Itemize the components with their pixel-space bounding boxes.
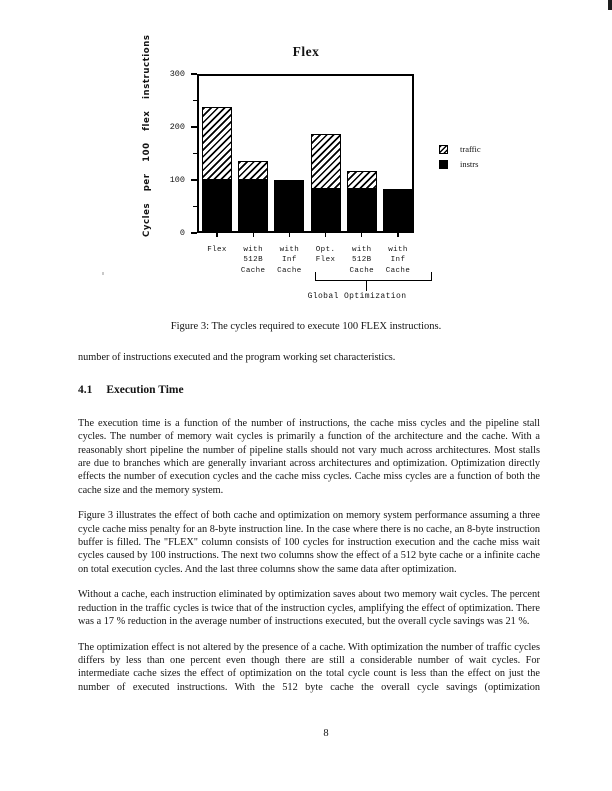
paragraph-2: Figure 3 illustrates the effect of both cache and optimization on memory system performance assuming a three cycle cache miss penalty for an 8-byte instruction line. In the case where there is no cache, an 8-byte instruction buffer is filled. The "FLEX" column consists of 100 cycles for instruction execution and the cache miss wait cycles caused by 100 instructions. The next two columns show the effect of a 512 byte cache or a infinite cache on total execution cycles. And the last three columns show the same data after optimization. xyxy=(78,510,540,575)
y-tick-label: 0 xyxy=(179,228,185,238)
x-category-label-line: Inf xyxy=(390,256,406,265)
figure-caption: Figure 3: The cycles required to execute 100 FLEX instructions. xyxy=(170,321,442,332)
bar-segment-instrs xyxy=(274,180,304,233)
x-category-label-line: Flex xyxy=(207,246,227,254)
x-category-label-line: with xyxy=(279,246,300,254)
legend-label-instrs: instrs xyxy=(460,159,479,169)
chart-legend xyxy=(439,144,481,174)
x-axis-tick xyxy=(325,233,326,237)
bar-segment-instrs xyxy=(347,189,377,233)
group-bracket-label: Global Optimization xyxy=(307,292,407,301)
bar-segment-instrs xyxy=(238,180,268,233)
x-category-label xyxy=(371,245,425,276)
x-category-label-line: with xyxy=(351,246,372,254)
y-axis-tick xyxy=(191,73,197,74)
x-axis-tick xyxy=(289,233,290,237)
y-tick-label: 300 xyxy=(169,69,185,79)
y-tick-label: 100 xyxy=(169,175,185,185)
y-axis-tick xyxy=(191,179,197,180)
x-category-label-line: 512B xyxy=(351,256,372,265)
section-number: 4.1 xyxy=(78,384,93,397)
legend-row-instrs xyxy=(439,159,481,169)
x-category-label-line: Cache xyxy=(385,266,411,275)
x-category-label-line: Opt. xyxy=(315,246,336,254)
y-axis-tick xyxy=(193,100,197,101)
section-heading xyxy=(78,384,540,397)
y-axis-tick xyxy=(191,232,197,233)
intro-line: number of instructions executed and the program working set characteristics. xyxy=(78,352,396,363)
y-tick-label: 200 xyxy=(169,122,185,132)
legend-label-traffic: traffic xyxy=(460,144,481,154)
paragraph-4: The optimization effect is not altered by the presence of a cache. With optimization the number of traffic cycles differs by less than one percent even though there are still a considerable number of wait cycles. For intermediate cache sizes the effect of optimization on the total cycle count is less than the effect on just the number of executed instructions. With the 512 byte cache the overall cycle savings (optimization xyxy=(78,641,540,693)
page-number: 8 xyxy=(323,728,329,739)
y-axis-title: Cycles per 100 flex instructions xyxy=(142,34,152,237)
bar-segment-traffic xyxy=(202,107,232,180)
x-category-label-line: 512B xyxy=(243,256,263,265)
chart-title: Flex xyxy=(292,44,320,59)
traffic-hatch-swatch-icon xyxy=(439,145,448,154)
x-axis-tick xyxy=(253,233,254,237)
x-category-label-line: with xyxy=(243,246,263,254)
instrs-solid-swatch-icon xyxy=(439,160,448,169)
x-category-label-line: with xyxy=(388,246,408,254)
legend-row-traffic xyxy=(439,144,481,154)
x-axis-tick xyxy=(397,233,398,237)
paragraph-1: The execution time is a function of the number of instructions, the cache miss cycles and the pipeline stall cycles. The number of memory wait cycles is primarily a function of the architecture and the cache. With a reasonably short pipeline the number of pipeline stalls should not vary much across architectures. Most stalls are due to branches which are generally invariant across architectures and optimization. Optimization directly effects the number of execution cycles and the cache miss cycles. Cache miss cycles are a function of both the cache size and the memory system. xyxy=(78,417,540,496)
y-axis-tick xyxy=(191,126,197,127)
x-category-label-line: Cache xyxy=(240,266,266,275)
paragraph-3: Without a cache, each instruction eliminated by optimization saves about two memory wait cycles. The percent reduction in the traffic cycles is twice that of the instruction cycles, amplifying the effect of optimization. There was a 17 % reduction in the average number of instructions executed, but the overall cycle savings was 21 %. xyxy=(78,589,540,628)
x-axis-tick xyxy=(216,233,217,237)
bar-segment-instrs xyxy=(311,189,341,233)
x-category-label-line: Cache xyxy=(277,266,302,275)
bar-segment-traffic xyxy=(238,161,268,180)
x-axis-tick xyxy=(361,233,362,237)
group-bracket-stem xyxy=(366,281,367,291)
x-category-label-line: Cache xyxy=(349,266,375,275)
section-title: Execution Time xyxy=(106,384,184,397)
y-axis-tick xyxy=(193,206,197,207)
bar-segment-traffic xyxy=(311,134,341,189)
figure-3-chart xyxy=(0,0,612,315)
bar-segment-traffic xyxy=(347,171,377,189)
x-category-label-line: Flex xyxy=(315,256,336,265)
body-text xyxy=(78,351,540,706)
bar-segment-instrs xyxy=(383,189,413,233)
x-category-label-line: Inf xyxy=(282,256,297,265)
y-axis-tick xyxy=(193,153,197,154)
bar-segment-instrs xyxy=(202,180,232,233)
